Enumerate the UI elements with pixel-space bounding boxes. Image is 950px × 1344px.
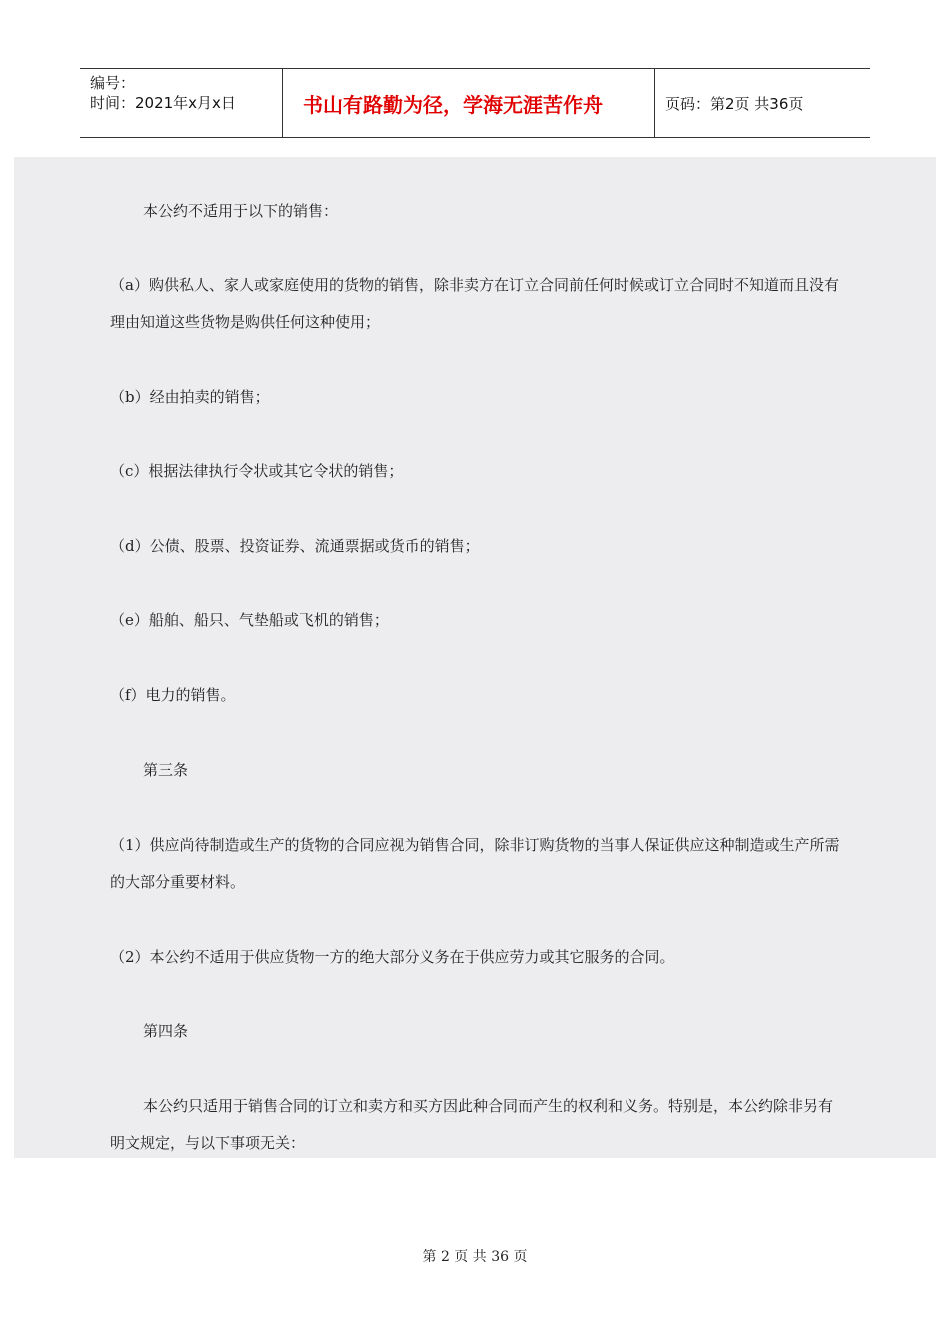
article-3-item-2: （2）本公约不适用于供应货物一方的绝大部分义务在于供应劳力或其它服务的合同。	[110, 948, 675, 966]
article-4-body: 本公约只适用于销售合同的订立和卖方和买方因此种合同而产生的权利和义务。特别是，本公约除非另有明文规定，与以下事项无关：	[110, 1097, 834, 1152]
article-4-heading: 第四条	[143, 1022, 189, 1040]
clause-c: （c）根据法律执行令状或其它令状的销售；	[110, 462, 404, 480]
header-motto: 书山有路勤为径，学海无涯苦作舟	[282, 69, 655, 137]
article-3-heading: 第三条	[143, 761, 189, 779]
header-meta	[80, 69, 282, 137]
clause-e: （e）船舶、船只、气垫船或飞机的销售；	[110, 611, 389, 629]
page-header	[80, 68, 870, 138]
clause-d: （d）公债、股票、投资证券、流通票据或货币的销售；	[110, 537, 480, 555]
clause-f: （f）电力的销售。	[110, 686, 236, 704]
clause-b: （b）经由拍卖的销售；	[110, 388, 270, 406]
header-page-info: 页码：第2页 共36页	[665, 94, 804, 113]
clause-a: （a）购供私人、家人或家庭使用的货物的销售，除非卖方在订立合同前任何时候或订立合同时不知道而且没有理由知道这些货物是购供任何这种使用；	[110, 276, 839, 331]
page-footer: 第 2 页 共 36 页	[422, 1249, 528, 1265]
document-content	[14, 157, 936, 1158]
paragraph-intro: 本公约不适用于以下的销售：	[143, 202, 339, 220]
document-time-label: 时间：2021年x月x日	[90, 94, 236, 112]
article-3-item-1: （1）供应尚待制造或生产的货物的合同应视为销售合同，除非订购货物的当事人保证供应这种制造或生产所需的大部分重要材料。	[110, 836, 840, 891]
document-number-label: 编号：	[90, 74, 136, 92]
